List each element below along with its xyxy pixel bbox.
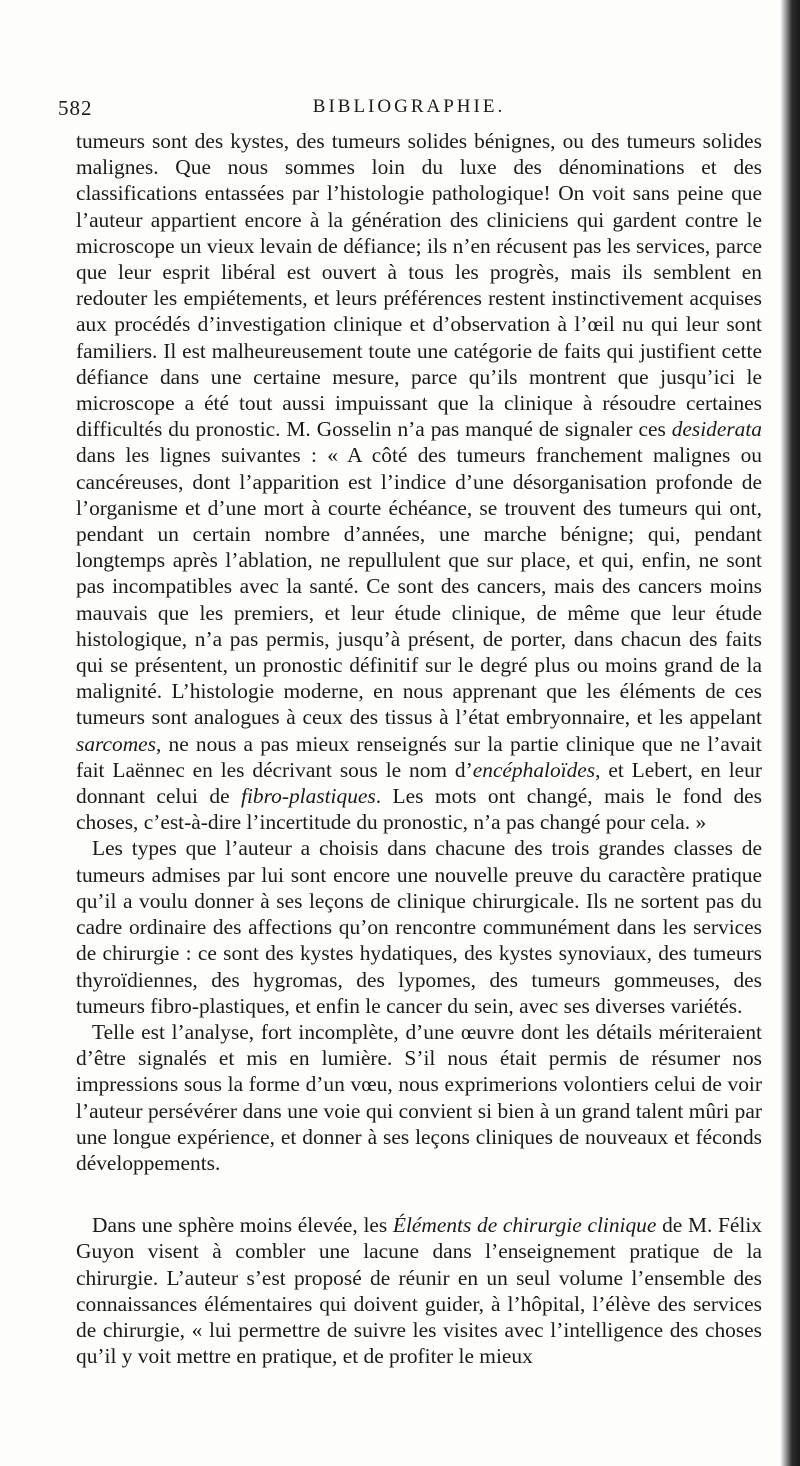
text-run: , et Lebert, en leur donnant celui de: [76, 757, 762, 809]
paragraph-p2: [76, 835, 762, 1018]
page-number: 582: [58, 96, 93, 120]
text-run: , ne nous a pas mieux renseignés sur la partie clinique que ne l’avait fait Laënnec en les décrivant sous le nom d’: [76, 731, 762, 782]
italic-term: desiderata: [671, 417, 762, 442]
page-header: [58, 96, 760, 122]
page-edge-shadow: [780, 0, 800, 1466]
italic-term: fibro-plastiques: [241, 784, 376, 809]
italic-term: sarcomes: [76, 731, 157, 756]
body-text: [76, 128, 762, 1369]
italic-term: Éléments de chirurgie clinique: [392, 1213, 657, 1238]
paragraph-p3: [76, 1019, 762, 1176]
text-run: dans les lignes suivantes : « A côté des tumeurs franchement malignes ou cancéreuses, dont l’apparition est l’indice d’une désorganisation profonde de l’organisme et d’une mort à courte échéance, se trouvent des tumeurs qui ont, pendant un certain nombre d’années, une marche bénigne; qui, pendant longtemps après l’ablation, ne repullulent que sur place, et qui, enfin, ne sont pas incompatibles avec la santé. Ce sont des cancers, mais des cancers moins mauvais que les premiers, et leur étude clinique, de même que leur étude histologique, n’a pas permis, jusqu’à présent, de porter, dans chacun des faits qui se présentent, un pronostic définitif sur le degré plus ou moins grand de la malignité. L’histologie moderne, en nous apprenant que les éléments de ces tumeurs sont analogues à ceux des tissus à l’état embryonnaire, et les appelant: [76, 443, 762, 730]
italic-term: encéphaloïdes: [472, 757, 596, 782]
text-run: Les types que l’auteur a choisis dans chacune des trois grandes classes de tumeurs admises par lui sont encore une nouvelle preuve du caractère pratique qu’il a voulu donner à ses leçons de clinique chirurgicale. Ils ne sortent pas du cadre ordinaire des affections qu’on rencontre communément dans les services de chirurgie : ce sont des kystes hydatiques, des kystes synoviaux, des tumeurs thyroïdiennes, des hygromas, des lypomes, des tumeurs gommeuses, des tumeurs fibro-plastiques, et enfin le cancer du sein, avec ses diverses variétés.: [76, 836, 762, 1018]
text-run: de M. Félix Guyon visent à combler une lacune dans l’enseignement pratique de la chirurgie. L’auteur s’est proposé de réunir en un seul volume l’ensemble des connaissances élémentaires qui doivent guider, à l’hôpital, l’élève des services de chirurgie, « lui permettre de suivre les visites avec l’intelligence des choses qu’il y voit mettre en pratique, et de profiter le mieux: [76, 1213, 763, 1369]
section-gap: [76, 1176, 762, 1212]
text-run: . Les mots ont changé, mais le fond des choses, c’est-à-dire l’incertitude du pronostic, n’a pas changé pour cela. »: [76, 784, 762, 835]
text-run: Dans une sphère moins élevée, les: [92, 1213, 393, 1238]
paragraph-p4: [76, 1212, 762, 1369]
text-run: Telle est l’analyse, fort incomplète, d’une œuvre dont les détails mériteraient d’être signalés et mis en lumière. S’il nous était permis de résumer nos impressions sous la forme d’un vœu, nous exprimerions volontiers celui de voir l’auteur persévérer dans une voie qui convient si bien à un grand talent mûri par une longue expérience, et donner à ses leçons cliniques de nouveaux et féconds développements.: [76, 1019, 762, 1175]
text-run: tumeurs sont des kystes, des tumeurs solides bénignes, ou des tumeurs solides malignes. Que nous sommes loin du luxe des dénominations et des classifications entassées par l’histologie pathologique! On voit sans peine que l’auteur appartient encore à la génération des cliniciens qui gardent contre le microscope un vieux levain de défiance; ils n’en récusent pas les services, parce que leur esprit libéral est ouvert à tous les progrès, mais ils semblent en redouter les empiétements, et leurs préférences restent instinctivement acquises aux procédés d’investigation clinique et d’observation à l’œil nu qui leur sont familiers. Il est malheureusement toute une catégorie de faits qui justifient cette défiance dans une certaine mesure, parce qu’ils montrent que jusqu’ici le microscope a été tout aussi impuissant que la clinique à résoudre certaines difficultés du pronostic. M. Gosselin n’a pas manqué de signaler ces: [76, 129, 762, 442]
running-title: BIBLIOGRAPHIE.: [312, 96, 506, 117]
paragraph-p1: [76, 128, 762, 835]
